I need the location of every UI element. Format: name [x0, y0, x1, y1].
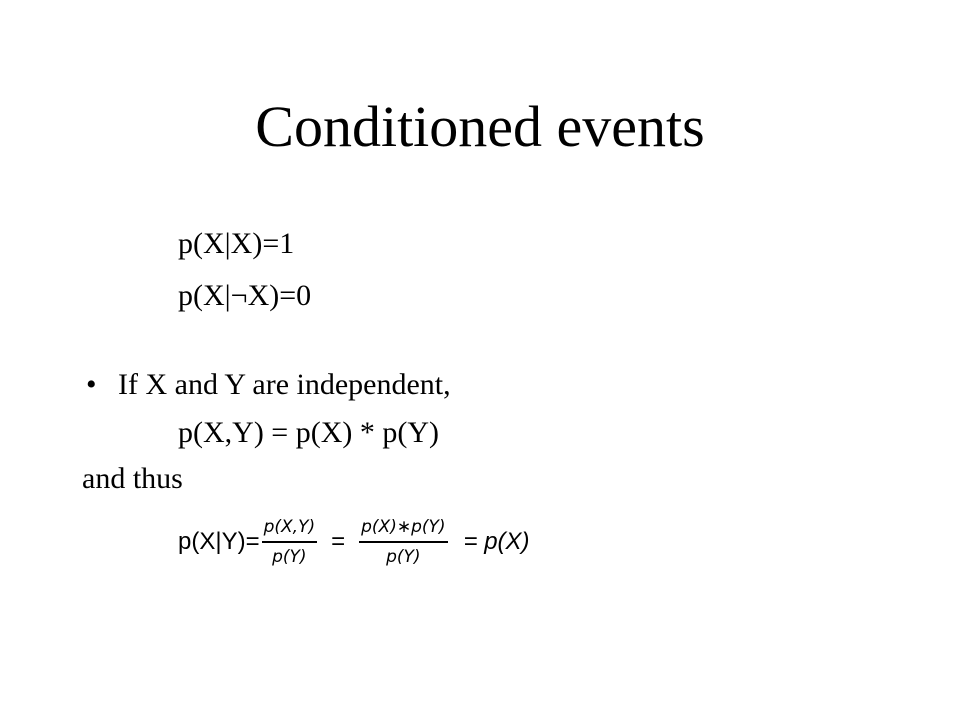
- fraction-joint-over-py: [262, 517, 318, 567]
- equation-x-given-x: p(X|X)=1: [178, 227, 295, 260]
- formula-result: = p(X): [463, 528, 530, 555]
- fraction-numerator: p(X,Y): [262, 517, 318, 543]
- equation-x-given-not-x: p(X|¬X)=0: [178, 279, 312, 312]
- conditional-probability-formula: [178, 510, 530, 574]
- formula-lhs: p(X|Y)=: [178, 528, 260, 555]
- text-and-thus: and thus: [82, 462, 183, 495]
- fraction-numerator: p(X)∗p(Y): [359, 517, 447, 543]
- equation-joint-probability: p(X,Y) = p(X) * p(Y): [178, 416, 440, 449]
- slide-title: Conditioned events: [255, 94, 705, 159]
- fraction-denominator: p(Y): [272, 547, 307, 567]
- bullet-icon: •: [86, 368, 97, 401]
- fraction-denominator: p(Y): [386, 547, 421, 567]
- equals-sign: =: [331, 528, 346, 555]
- fraction-product-over-py: [359, 517, 447, 567]
- bullet-text-independence: If X and Y are independent,: [118, 368, 451, 401]
